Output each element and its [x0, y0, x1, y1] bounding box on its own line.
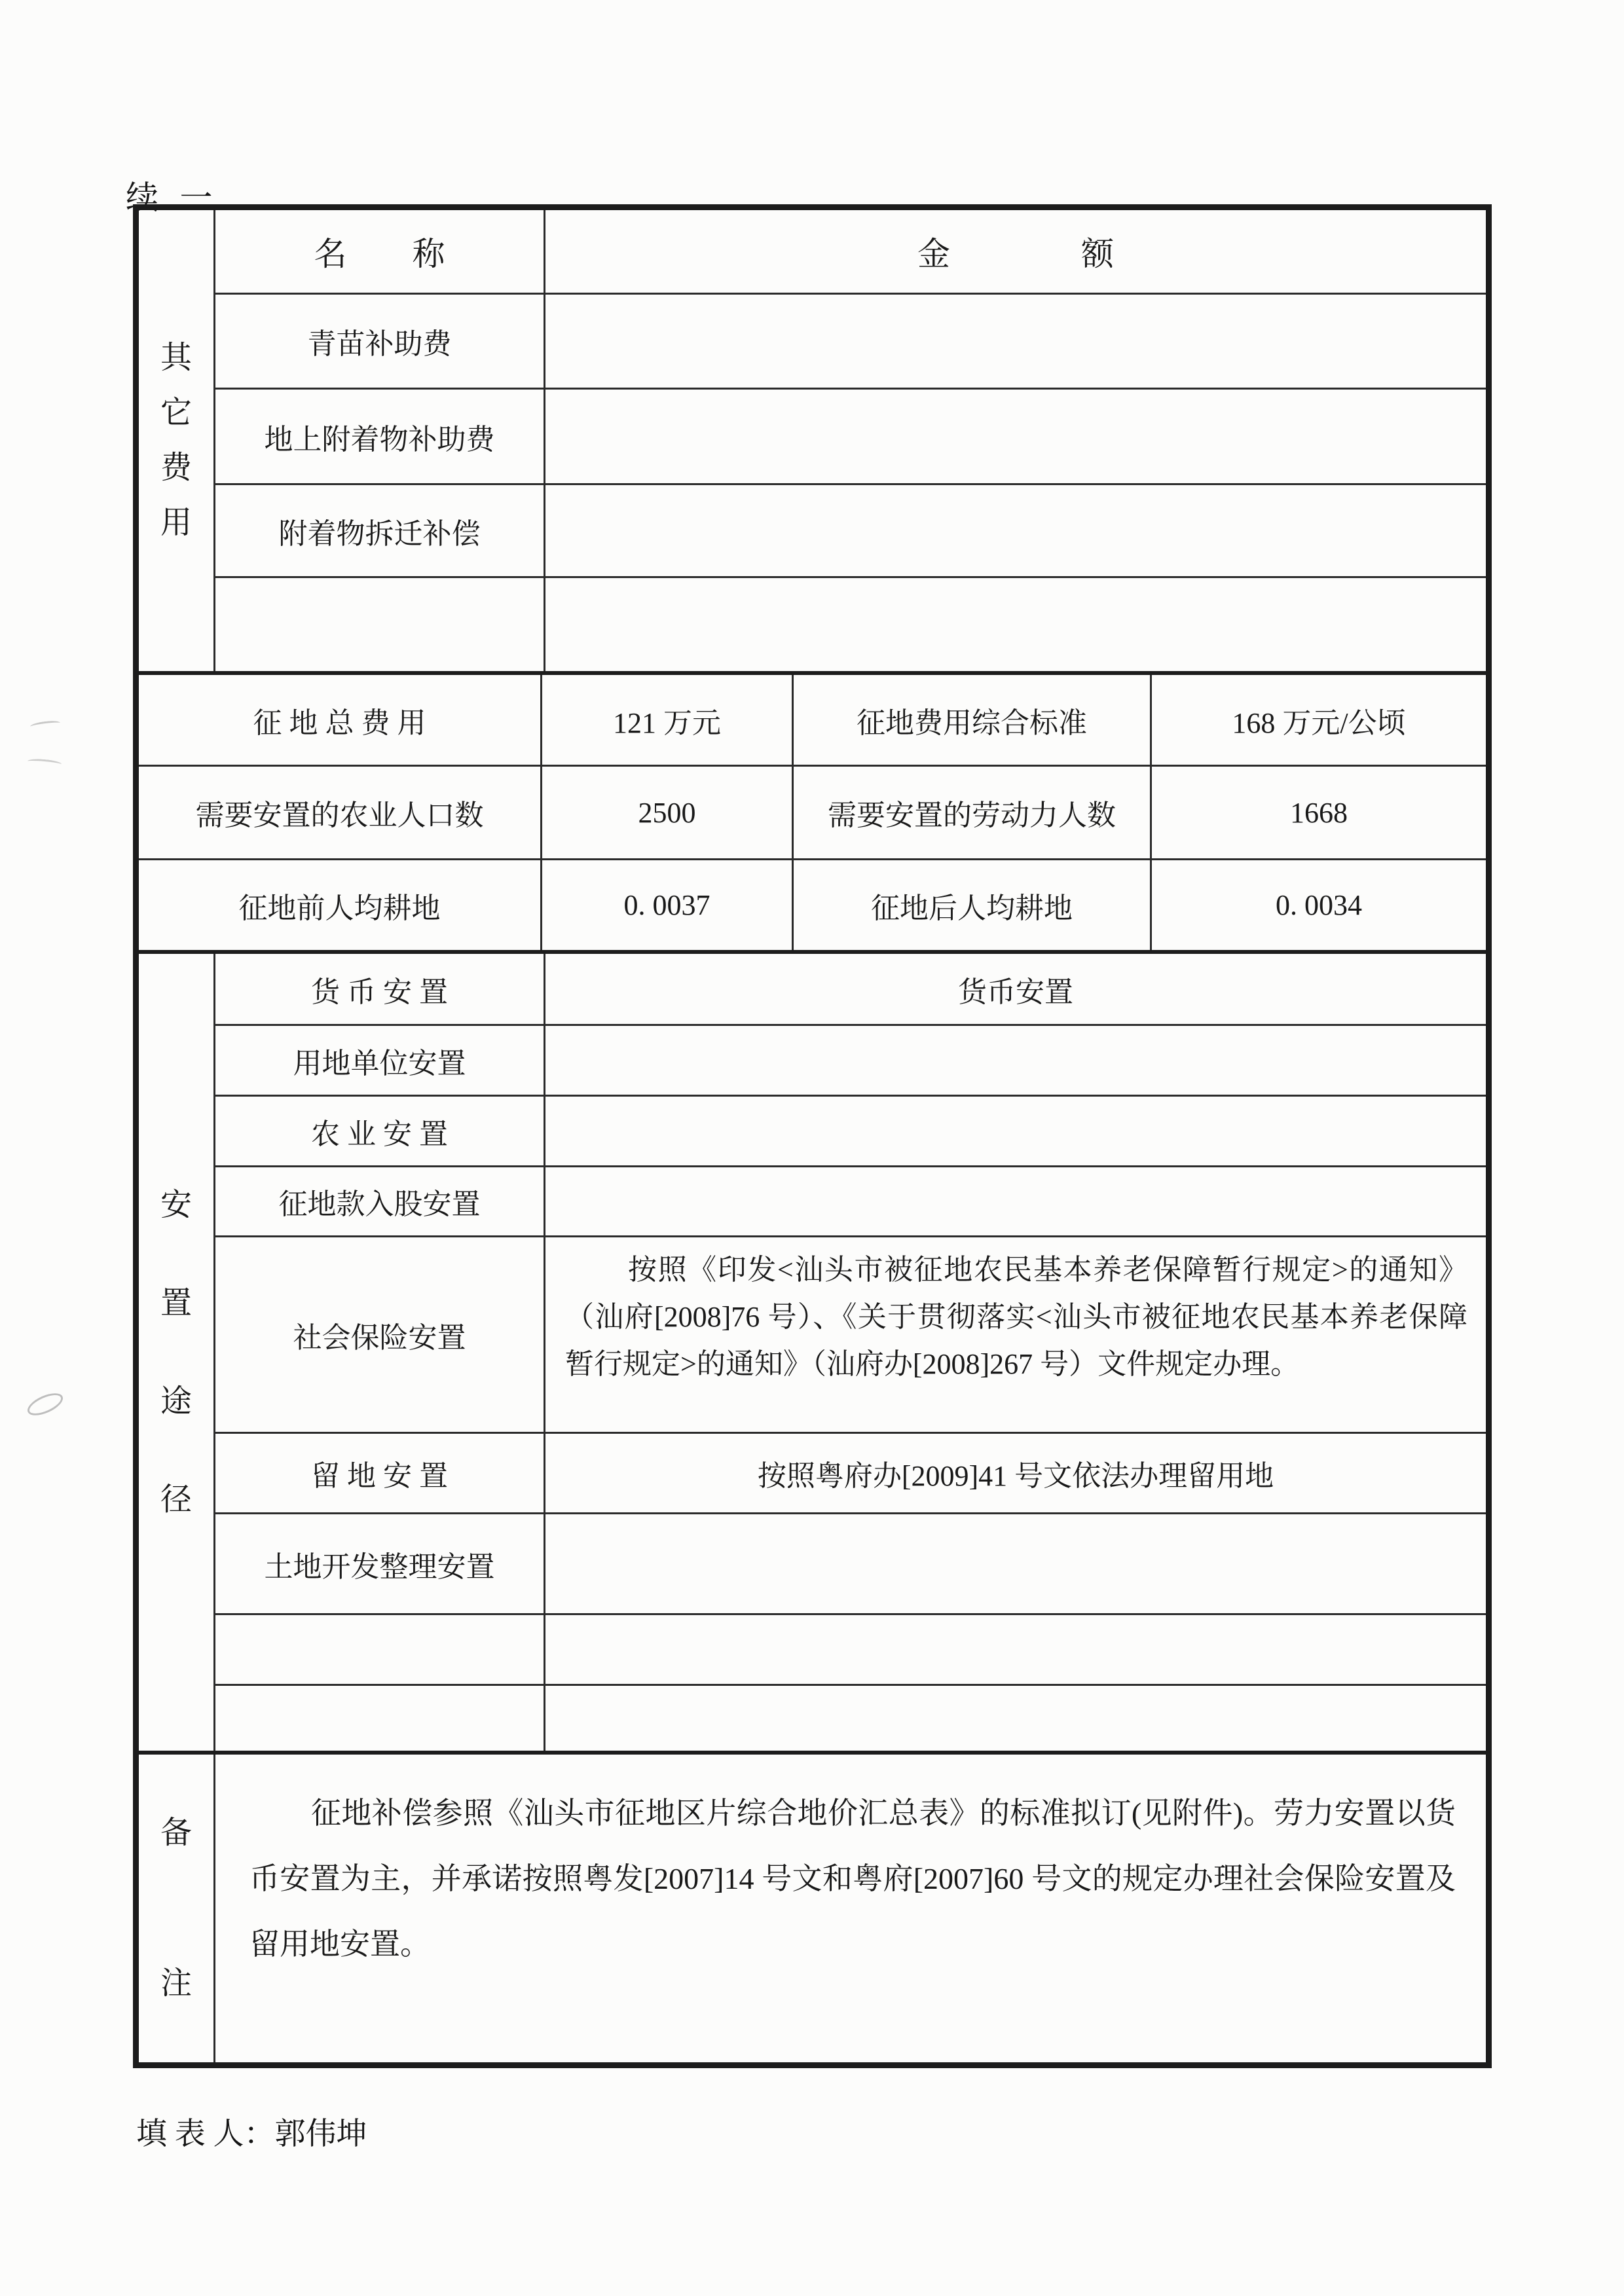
fee-amount-column-header: 金 额	[544, 210, 1486, 293]
resettlement-value-cell: 货币安置	[544, 954, 1486, 1024]
resettlement-vertical-header-text: 安置途径	[160, 1187, 192, 1517]
fee-amount-cell	[544, 576, 1486, 671]
resettlement-value-cell	[544, 1095, 1486, 1165]
summary-value-cell: 0. 0037	[540, 858, 792, 950]
resettlement-value-cell	[544, 1613, 1486, 1684]
resettlement-label-cell: 货 币 安 置	[213, 954, 544, 1024]
other-fees-vertical-header	[139, 210, 213, 671]
summary-label-cell: 征地后人均耕地	[792, 858, 1150, 950]
resettlement-value-cell	[544, 1512, 1486, 1613]
resettlement-section	[139, 950, 1486, 1751]
scan-artifact	[28, 758, 62, 767]
resettlement-label-cell: 用地单位安置	[213, 1024, 544, 1095]
reserved-land-policy-text: 按照粤府办[2009]41 号文依法办理留用地	[544, 1432, 1486, 1512]
remarks-section	[139, 1751, 1486, 2062]
fee-name-cell: 地上附着物补助费	[213, 388, 544, 483]
form-filler-text: 填 表 人：郭伟坤	[136, 2117, 367, 2151]
remarks-vertical-header	[139, 1755, 213, 2062]
fee-amount-cell	[544, 483, 1486, 576]
resettlement-label-cell: 留 地 安 置	[213, 1432, 544, 1512]
summary-label-cell: 征地前人均耕地	[139, 858, 540, 950]
fee-name-column-header: 名 称	[213, 210, 544, 293]
resettlement-label-cell	[213, 1613, 544, 1684]
other-fees-section	[139, 210, 1486, 671]
fee-name-cell	[213, 576, 544, 671]
summary-label-cell: 征 地 总 费 用	[253, 706, 426, 739]
resettlement-label-cell: 土地开发整理安置	[213, 1512, 544, 1613]
land-acquisition-table	[133, 204, 1492, 2068]
fee-amount-cell	[544, 293, 1486, 388]
resettlement-vertical-header	[139, 954, 213, 1751]
resettlement-label-cell	[213, 1684, 544, 1751]
continuation-label: 续 一	[126, 179, 219, 216]
fee-name-cell: 附着物拆迁补偿	[213, 483, 544, 576]
resettlement-label-cell: 社会保险安置	[213, 1235, 544, 1432]
summary-value-cell: 1668	[1150, 765, 1486, 858]
resettlement-label-cell: 农 业 安 置	[213, 1095, 544, 1165]
social-insurance-policy-text: 按照《印发<汕头市被征地农民基本养老保障暂行规定>的通知》（汕府[2008]76 号）、《关于贯彻落实<汕头市被征地农民基本养老保障暂行规定>的通知》（汕府办[2008]267 号）文件规定办理。	[544, 1235, 1486, 1432]
resettlement-label-cell: 征地款入股安置	[213, 1165, 544, 1235]
summary-value-cell: 168 万元/公顷	[1150, 675, 1486, 765]
form-filler-line	[136, 2109, 367, 2153]
fee-name-cell: 青苗补助费	[213, 293, 544, 388]
summary-section	[139, 671, 1486, 950]
other-fees-vertical-header-text: 其它费用	[160, 340, 192, 540]
resettlement-value-cell	[544, 1684, 1486, 1751]
summary-label-cell: 需要安置的劳动力人数	[792, 765, 1150, 858]
remarks-text: 征地补偿参照《汕头市征地区片综合地价汇总表》的标准拟订(见附件)。劳力安置以货币安置为主，并承诺按照粤发[2007]14 号文和粤府[2007]60 号文的规定办理社会保险安置及留用地安置。	[213, 1755, 1486, 2062]
resettlement-value-cell	[544, 1165, 1486, 1235]
summary-value-cell: 2500	[540, 765, 792, 858]
summary-label-cell: 需要安置的农业人口数	[139, 765, 540, 858]
resettlement-value-cell	[544, 1024, 1486, 1095]
summary-value-cell: 0. 0034	[1150, 858, 1486, 950]
remarks-vertical-header-text: 备注	[160, 1815, 192, 2001]
scan-artifact	[30, 720, 61, 730]
summary-value-cell: 121 万元	[540, 675, 792, 765]
summary-label-cell: 征地费用综合标准	[792, 675, 1150, 765]
scan-artifact	[24, 1389, 66, 1419]
fee-amount-cell	[544, 388, 1486, 483]
